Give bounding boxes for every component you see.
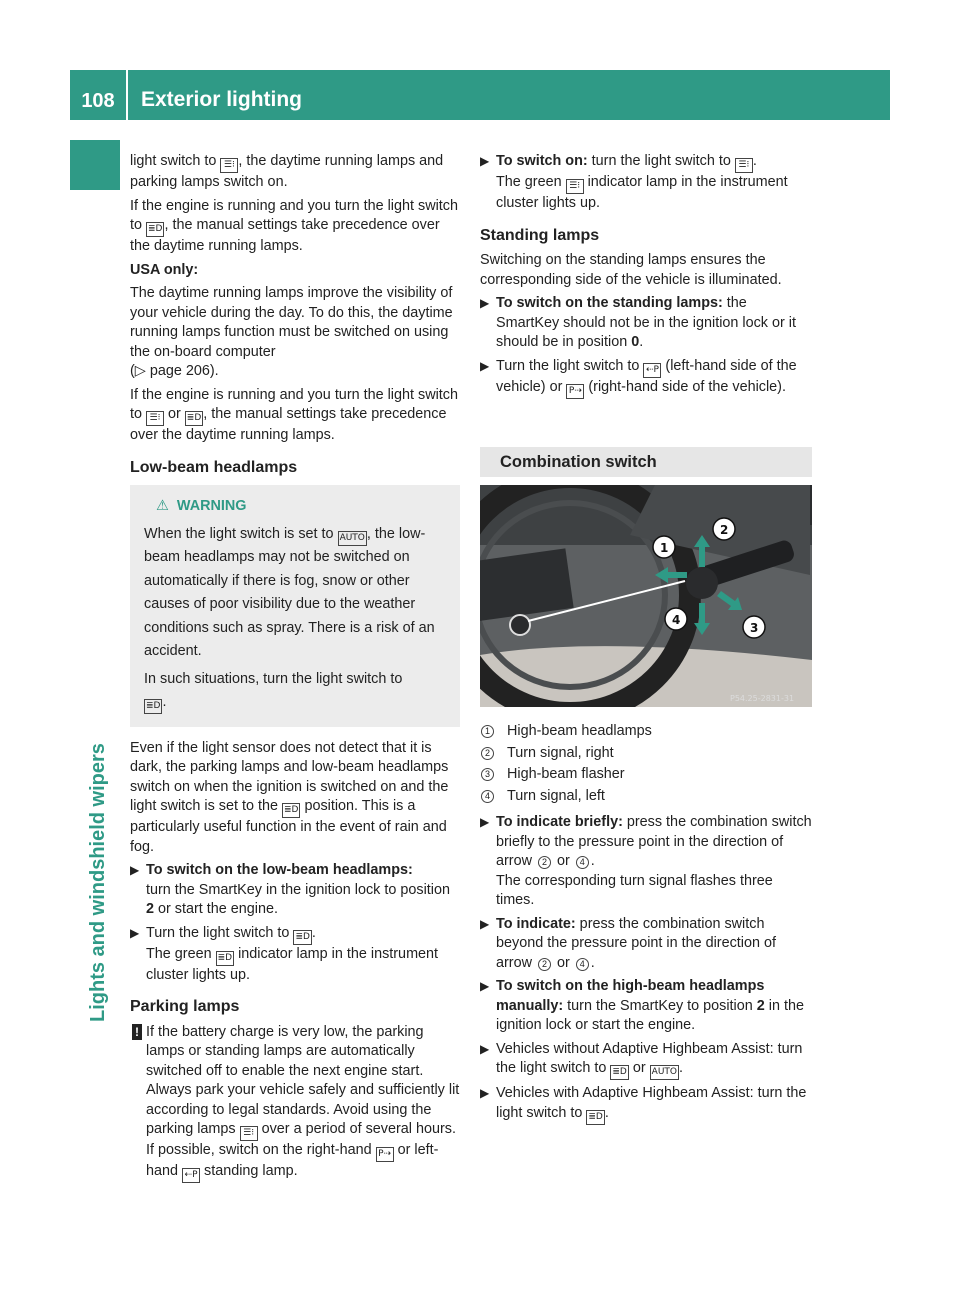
list-item: ▶ Turn the light switch to ≣D . The green ≣D indicator lamp in the instrument cluster lights up.	[130, 924, 439, 983]
daytime-running-lamp-icon: ☰⁝	[566, 179, 584, 194]
svg-text:4: 4	[672, 612, 681, 627]
legend-number: 2	[538, 958, 551, 971]
side-tab-label: Lights and windshield wipers	[87, 743, 109, 1022]
legend-number: 4	[481, 790, 494, 803]
note-box: ! If the battery charge is very low, the parking lamps or standing lamps are automatically switched off to enable the next engine start. Always park your vehicle safely and sufficiently lit according to legal standards. Avoid using the parking lamps ☰⁝ over a period of several hours. If possible, switch on the right-hand P⇢ or left-hand ⇠P standing lamp.	[130, 1023, 460, 1184]
daytime-running-lamp-icon: ☰⁝	[735, 158, 753, 173]
low-beam-icon: ≣D	[146, 222, 164, 237]
section-heading-low-beam: Low-beam headlamps	[130, 458, 298, 476]
paragraph: light switch to ☰⁝ , the daytime running lamps and parking lamps switch on.	[130, 153, 444, 190]
low-beam-icon: ≣D	[293, 930, 311, 945]
photo-legend	[480, 721, 812, 807]
arrow-bullet-icon: ▶	[480, 1041, 490, 1056]
legend-number: 3	[481, 768, 494, 781]
arrow-bullet-icon: ▶	[480, 979, 490, 993]
standing-lamp-right-icon: P⇢	[566, 384, 584, 399]
list-item: 3 High-beam flasher	[480, 764, 812, 786]
low-beam-icon: ≣D	[185, 411, 203, 426]
paragraph: The daytime running lamps improve the visibility of your vehicle during the day. To do this, the daytime running lamps function must be switched on using the on-board computer	[130, 285, 453, 360]
auto-icon: AUTO	[650, 1065, 679, 1080]
auto-icon: AUTO	[338, 531, 367, 546]
legend-number: 2	[538, 856, 551, 869]
svg-text:1: 1	[660, 540, 669, 555]
list-item: ▶ Vehicles without Adaptive Highbeam Assist: turn the light switch to ≣D or AUTO .	[480, 1040, 812, 1081]
paragraph: If the engine is running and you turn the light switch to ≣D , the manual settings take precedence over the daytime running lamps.	[130, 197, 458, 254]
low-beam-icon: ≣D	[216, 951, 234, 966]
photo-code: P54.25-2831-31	[730, 693, 795, 703]
low-beam-icon: ≣D	[282, 803, 300, 818]
standing-lamp-left-icon: ⇠P	[643, 363, 661, 378]
arrow-bullet-icon: ▶	[480, 358, 490, 373]
section-heading-combination-switch: Combination switch	[480, 447, 812, 477]
warning-triangle-icon: ⚠	[156, 498, 169, 514]
warning-text: ≣D .	[144, 691, 450, 715]
arrow-bullet-icon: ▶	[480, 296, 490, 310]
paragraph: Switching on the standing lamps ensures the corresponding side of the vehicle is illuminated.	[480, 252, 782, 288]
usa-only-label: USA only:	[130, 261, 199, 278]
warning-text: In such situations, turn the light switch to	[144, 670, 403, 687]
list-item: ▶ To switch on the low-beam headlamps: turn the SmartKey in the ignition lock to position 2 or start the engine.	[130, 862, 450, 917]
legend-number: 4	[576, 958, 589, 971]
svg-text:2: 2	[720, 522, 729, 537]
right-column	[480, 152, 812, 1129]
left-column	[130, 152, 460, 1187]
list-item: ▶ To indicate briefly: press the combination switch briefly to the pressure point in the direction of arrow 2 or 4 . The corresponding turn signal flashes three times.	[480, 814, 812, 908]
list-item: ▶ Turn the light switch to ⇠P (left-hand side of the vehicle) or P⇢ (right-hand side of the vehicle).	[480, 357, 812, 399]
legend-number: 1	[481, 725, 494, 738]
warning-box	[130, 485, 460, 727]
exclamation-icon: !	[132, 1024, 142, 1040]
daytime-running-lamp-icon: ☰⁝	[146, 411, 164, 426]
list-item: 2 Turn signal, right	[480, 743, 812, 765]
warning-heading: ⚠ WARNING	[144, 495, 450, 519]
page-reference: (▷ page 206).	[130, 363, 219, 379]
low-beam-icon: ≣D	[144, 699, 162, 714]
low-beam-icon: ≣D	[610, 1065, 628, 1080]
list-item: 4 Turn signal, left	[480, 786, 812, 808]
legend-number: 2	[481, 747, 494, 760]
arrow-bullet-icon: ▶	[480, 916, 490, 931]
standing-lamp-right-icon: P⇢	[376, 1147, 394, 1162]
combination-switch-photo	[480, 485, 812, 707]
arrow-bullet-icon: ▶	[130, 863, 140, 877]
standing-lamp-left-icon: ⇠P	[182, 1168, 200, 1183]
low-beam-icon: ≣D	[586, 1110, 604, 1125]
arrow-bullet-icon: ▶	[480, 815, 490, 829]
list-item: ▶ To switch on the standing lamps: the SmartKey should not be in the ignition lock or it should be in position 0.	[480, 295, 796, 350]
page-title: Exterior lighting	[141, 88, 303, 111]
daytime-running-lamp-icon: ☰⁝	[220, 158, 238, 173]
svg-text:3: 3	[750, 620, 759, 635]
arrow-bullet-icon: ▶	[480, 154, 490, 168]
list-item: ▶ To indicate: press the combination switch beyond the pressure point in the direction of arrow 2 or 4 .	[480, 915, 776, 971]
list-item: ▶ To switch on: turn the light switch to ☰⁝ . The green ☰⁝ indicator lamp in the instrument cluster lights up.	[480, 153, 788, 211]
list-item: ▶ Vehicles with Adaptive Highbeam Assist: turn the light switch to ≣D .	[480, 1084, 812, 1125]
paragraph: Even if the light sensor does not detect that it is dark, the parking lamps and low-beam headlamps switch on when the ignition is switched on and the light switch is set to the ≣D position. This is a particularly useful function in the event of rain and fog.	[130, 739, 449, 855]
page-number: 108	[70, 70, 128, 120]
list-item: ▶ To switch on the high-beam headlamps manually: turn the SmartKey to position 2 in the ignition lock or start the engine.	[480, 978, 804, 1033]
legend-number: 4	[576, 856, 589, 869]
arrow-bullet-icon: ▶	[130, 925, 140, 940]
arrow-bullet-icon: ▶	[480, 1086, 490, 1100]
section-heading-parking: Parking lamps	[130, 998, 240, 1015]
paragraph: If the engine is running and you turn the light switch to ☰⁝ or ≣D , the manual settings take precedence over the daytime running lamps.	[130, 386, 458, 443]
list-item: 1 High-beam headlamps	[480, 721, 812, 743]
daytime-running-lamp-icon: ☰⁝	[240, 1126, 258, 1141]
side-tab-block	[70, 140, 120, 190]
warning-text: When the light switch is set to AUTO , the low-beam headlamps may not be switched on automatically if there is fog, snow or other causes of poor visibility due to the weather conditions such as spray. There is a risk of an accident.	[144, 525, 435, 659]
section-heading-standing: Standing lamps	[480, 226, 600, 244]
